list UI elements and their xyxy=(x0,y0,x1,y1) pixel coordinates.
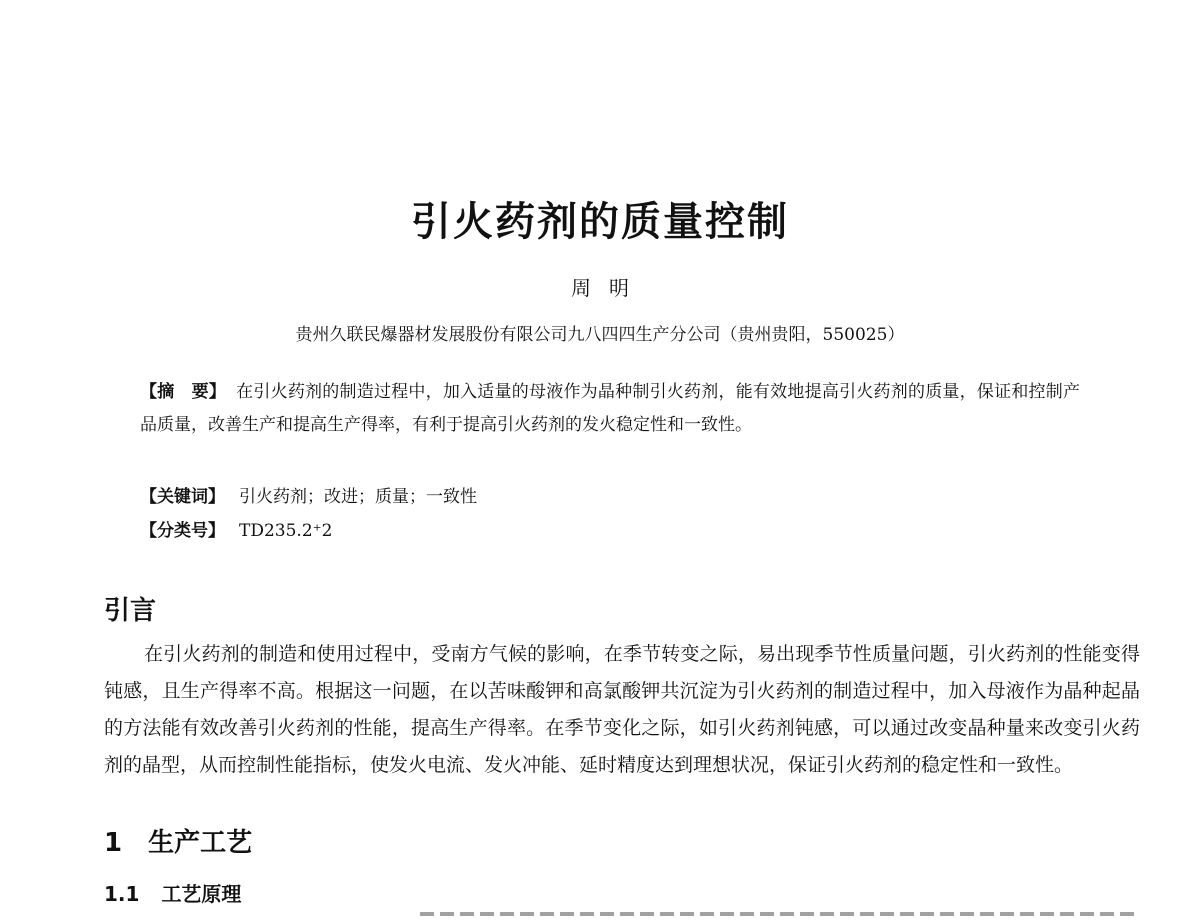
section-1-1-title: 工艺原理 xyxy=(161,882,242,906)
paper-title: 引火药剂的质量控制 xyxy=(411,199,789,245)
cut-off-text-line xyxy=(420,912,1140,916)
abstract-text: 在引火药剂的制造过程中，加入适量的母液作为晶种制引火药剂，能有效地提高引火药剂的质量，保证和控制产品质量，改善生产和提高生产得率，有利于提高引火药剂的发火稳定性和一致性。 xyxy=(140,382,1081,435)
author-name: 周明 xyxy=(571,276,647,300)
author-affiliation: 贵州久联民爆器材发展股份有限公司九八四四生产分公司（贵州贵阳，550025） xyxy=(295,325,905,345)
classification-code: TD235.2⁺2 xyxy=(239,521,333,541)
keywords-text: 引火药剂；改进；质量；一致性 xyxy=(239,487,477,507)
keywords-line xyxy=(140,482,477,507)
section-1-1-number: 1.1 xyxy=(104,882,140,906)
section-1-heading xyxy=(104,822,252,859)
section-1-title: 生产工艺 xyxy=(148,828,253,858)
classification-line xyxy=(140,516,332,541)
abstract-label: 【摘 要】 xyxy=(140,382,227,402)
intro-paragraph: 在引火药剂的制造和使用过程中，受南方气候的影响，在季节转变之际，易出现季节性质量问题，引火药剂的性能变得钝感，且生产得率不高。根据这一问题，在以苦味酸钾和高氯酸钾共沉淀为引火药剂的制造过程中，加入母液作为晶种起晶的方法能有效改善引火药剂的性能，提高生产得率。在季节变化之际，如引火药剂钝感，可以通过改变晶种量来改变引火药剂的晶型，从而控制性能指标，使发火电流、发火冲能、延时精度达到理想状况，保证引火药剂的稳定性和一致性。 xyxy=(104,643,1140,776)
section-1-1-heading xyxy=(104,878,241,907)
abstract-block xyxy=(140,376,1080,442)
intro-heading: 引言 xyxy=(104,596,157,626)
section-1-number: 1 xyxy=(104,828,123,858)
keywords-label: 【关键词】 xyxy=(140,487,225,507)
classification-label: 【分类号】 xyxy=(140,521,225,541)
